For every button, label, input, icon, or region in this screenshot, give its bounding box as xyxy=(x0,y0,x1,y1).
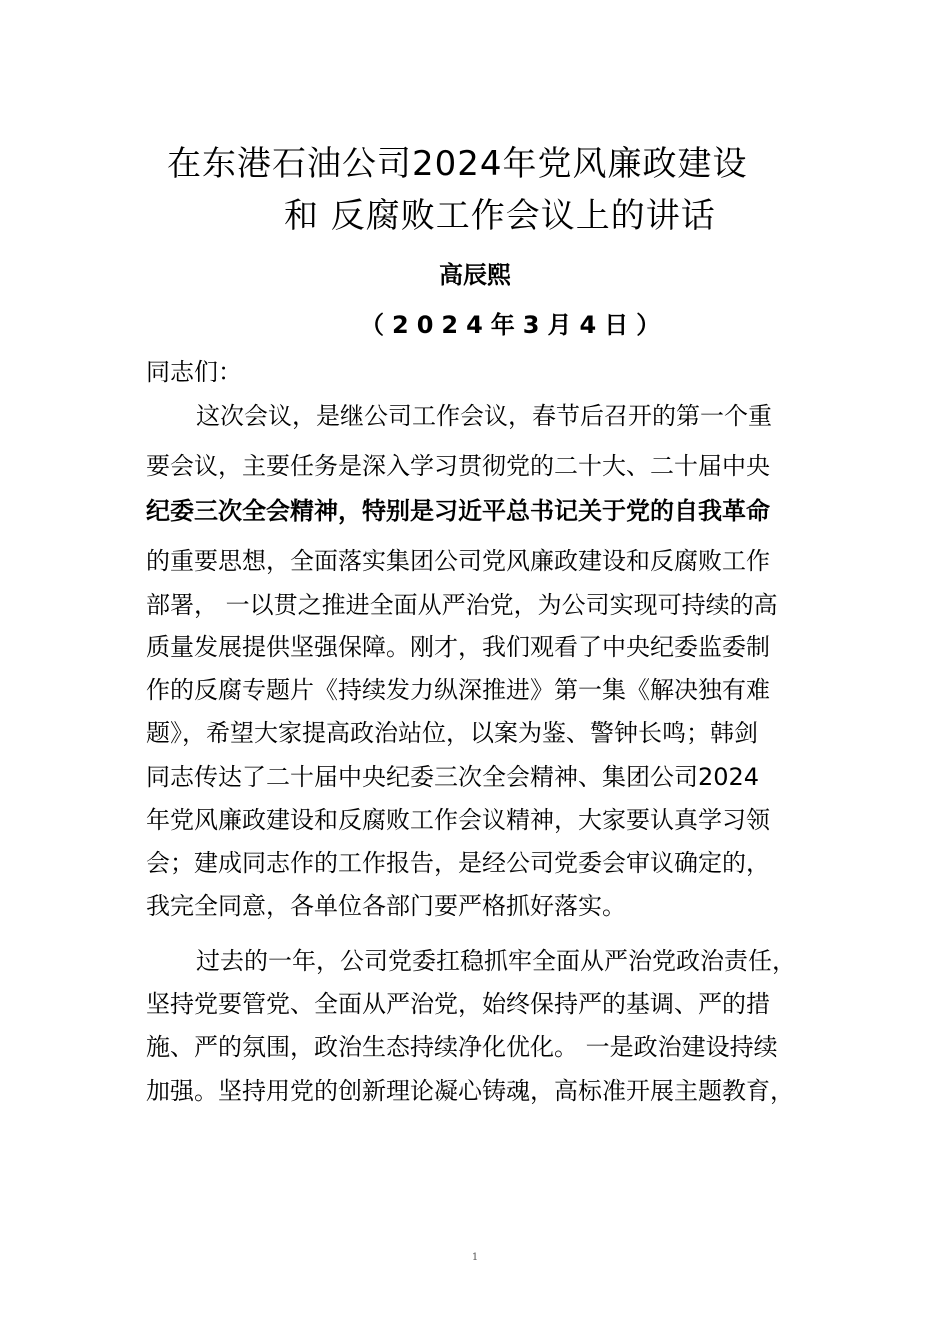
paragraph-1-line-12: 我完全同意，各单位各部门要严格抓好落实。 xyxy=(146,892,626,920)
paragraph-2-line-1: 过去的一年，公司党委扛稳抓牢全面从严治党政治责任， xyxy=(196,947,796,975)
paragraph-2-line-4: 加强。坚持用党的创新理论凝心铸魂，高标准开展主题教育， xyxy=(146,1077,794,1105)
salutation: 同志们： xyxy=(146,358,242,386)
page-number: 1 xyxy=(471,1252,479,1263)
paragraph-1-line-2: 要会议，主要任务是深入学习贯彻党的二十大、二十届中央 xyxy=(146,452,770,480)
paragraph-1-line-3: 纪委三次全会精神，特别是习近平总书记关于党的自我革命 xyxy=(146,497,770,525)
paragraph-1-line-11: 会；建成同志作的工作报告，是经公司党委会审议确定的， xyxy=(146,849,770,877)
paragraph-1-line-4: 的重要思想，全面落实集团公司党风廉政建设和反腐败工作 xyxy=(146,547,770,575)
paragraph-1-line-7: 作的反腐专题片《持续发力纵深推进》第一集《解决独有难 xyxy=(146,676,770,704)
speech-date: （2024年3月4日） xyxy=(360,311,669,339)
document-title-line-2: 和 反腐败工作会议上的讲话 xyxy=(284,196,716,236)
paragraph-1-line-5: 部署， 一以贯之推进全面从严治党，为公司实现可持续的高 xyxy=(146,591,778,619)
paragraph-2-line-3: 施、严的氛围，政治生态持续净化优化。 一是政治建设持续 xyxy=(146,1033,778,1061)
paragraph-1-line-1: 这次会议，是继公司工作会议，春节后召开的第一个重 xyxy=(196,402,772,430)
paragraph-2-line-2: 坚持党要管党、全面从严治党，始终保持严的基调、严的措 xyxy=(146,990,770,1018)
paragraph-1-line-10: 年党风廉政建设和反腐败工作会议精神，大家要认真学习领 xyxy=(146,806,770,834)
author-name: 高辰熙 xyxy=(439,261,511,289)
paragraph-1-line-9: 同志传达了二十届中央纪委三次全会精神、集团公司2024 xyxy=(146,763,760,791)
paragraph-1-line-8: 题》，希望大家提高政治站位，以案为鉴、警钟长鸣；韩剑 xyxy=(146,719,758,747)
paragraph-1-line-6: 质量发展提供坚强保障。刚才，我们观看了中央纪委监委制 xyxy=(146,633,770,661)
document-title-line-1: 在东港石油公司2024年党风廉政建设 xyxy=(167,144,748,184)
